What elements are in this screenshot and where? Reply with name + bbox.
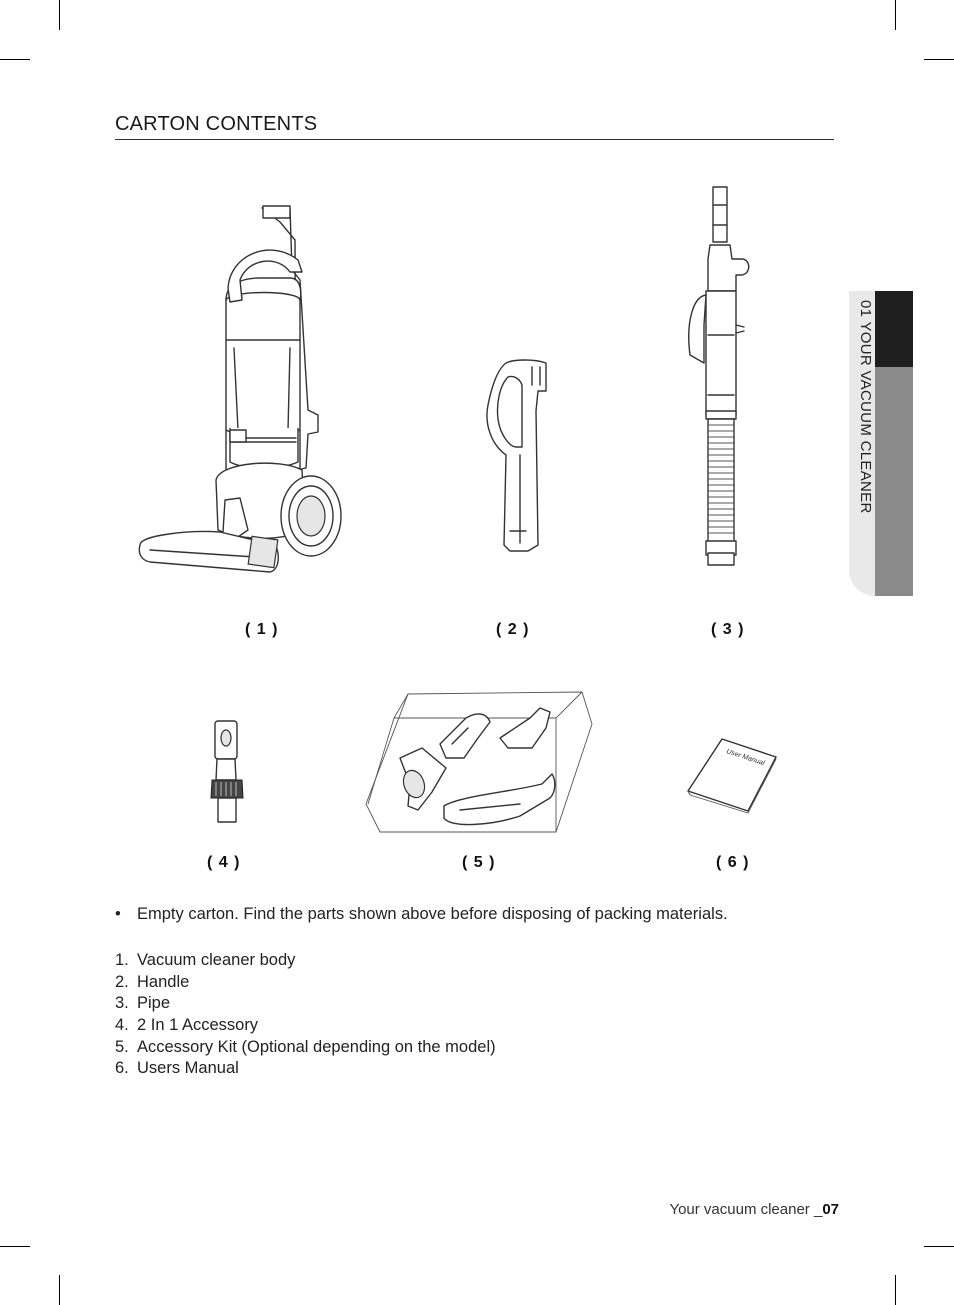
crop-mark: [924, 59, 954, 60]
chapter-tab-bar: [875, 367, 913, 596]
unpacking-note: [115, 905, 728, 924]
parts-list: [115, 950, 496, 1080]
chapter-tab-marker: [875, 291, 913, 367]
2-in-1-accessory-illustration: [208, 718, 248, 828]
list-item: 3. Pipe: [115, 994, 171, 1013]
crop-mark: [924, 1246, 954, 1247]
users-manual-illustration: [684, 735, 779, 815]
figure-2-label: ( 2 ): [496, 621, 530, 638]
list-item: 1. Vacuum cleaner body: [115, 951, 296, 969]
crop-mark: [59, 0, 60, 30]
figure-3-label: ( 3 ): [711, 621, 745, 638]
vacuum-cleaner-body-illustration: [130, 200, 350, 580]
bullet-point: •: [115, 905, 121, 923]
page-number: 07: [822, 1201, 839, 1218]
title-underline: [115, 139, 834, 140]
figure-4-label: ( 4 ): [207, 854, 241, 871]
list-item: 4. 2 In 1 Accessory: [115, 1016, 259, 1035]
manual-cover-text: User Manual: [725, 748, 766, 768]
crop-mark: [0, 1246, 30, 1247]
pipe-illustration: [680, 185, 755, 570]
crop-mark: [895, 0, 896, 30]
unpacking-note-text: Empty carton. Find the parts shown above before disposing of packing materials.: [137, 905, 728, 923]
accessory-kit-illustration: [360, 688, 600, 836]
chapter-tab-label: 01 YOUR VACUUM CLEANER: [857, 300, 874, 514]
crop-mark: [895, 1275, 896, 1305]
figure-5-label: ( 5 ): [462, 854, 496, 871]
crop-mark: [59, 1275, 60, 1305]
page-footer: [669, 1201, 839, 1218]
handle-illustration: [480, 355, 555, 555]
list-item: 5. Accessory Kit (Optional depending on the model): [115, 1037, 496, 1056]
crop-mark: [0, 59, 30, 60]
page-title: CARTON CONTENTS: [115, 113, 318, 135]
list-item: 2. Handle: [115, 972, 190, 991]
figure-1-label: ( 1 ): [245, 621, 279, 638]
footer-section: Your vacuum cleaner _: [669, 1201, 823, 1218]
corrugated-hose: [708, 419, 734, 549]
list-item: 6. Users Manual: [115, 1059, 239, 1078]
figure-6-label: ( 6 ): [716, 854, 750, 871]
